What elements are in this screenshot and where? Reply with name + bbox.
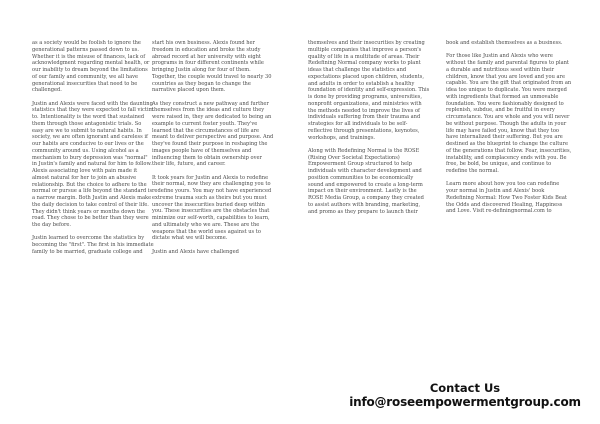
paragraph: Justin and Alexis were faced with the daunting statistics that they were expected to fall victim to. Intentionality is the word that sustained them through those antagonistic trials. So easy are we to submit to natural habits. In society, we are often ignorant and careless if our habits are conducive to our lives or the community around us. Using alcohol as a mechanism to bury depression was "normal" in Justin's family and natural for him to follow. Alexis associating love with pain made it almost natural for her to join an abusive relationship. But the choice to adhere to the normal or pursue a life beyond the standard is a narrow margin. Both Justin and Alexis make the daily decision to take control of their life. They didn't think years or months down the road. They chose to be better than they were the day before. <box>32 100 154 228</box>
text-column-3 <box>308 40 430 222</box>
right-page <box>300 0 600 424</box>
paragraph: Along with Redefining Normal is the ROSE (Rising Over Societal Expectations) Empowerment Group structured to help individuals with character development and position communities to be economically sound and empowered to create a long-term impact on their environment. Lastly is the ROSE Media Group, a company they created to assist authors with branding, marketing, and promo as they prepare to launch their <box>308 147 424 215</box>
paragraph: as a society would be foolish to ignore the generational patterns passed down to us. Whether it is the misuse of finances, lack of acknowledgment regarding mental health, or our inability to dream beyond the limitations of our family and community, we all have generational insecurities that need to be challenged. <box>32 40 150 94</box>
contact-email[interactable]: info@roseempowermentgroup.com <box>349 395 581 409</box>
paragraph: Justin and Alexis have challenged <box>152 248 239 255</box>
contact-block <box>330 381 600 410</box>
paragraph: For those like Justin and Alexis who were without the family and parental figures to plant a durable and nutritious seed within their children, know that you are loved and you are capable. You are the gift that originated from an idea too unique to duplicate. You were merged with ingredients that formed an unmovable foundation. You were fashionably designed to replenish, subdue, and be fruitful in every circumstance. You are whole and you will never be without purpose. Though the adults in your life may have failed you, know that they too have internalized their suffering. But you are destined as the blueprint to change the culture of the generations that follow. Fear, insecurities, instability, and complacency ends with you. Be free, be bold, be unique, and continue to redefine the normal. <box>446 53 572 174</box>
paragraph: book and establish themselves as a business. <box>446 40 563 46</box>
paragraph: Justin learned to overcome the statistics by becoming the "first". The first in his immediate family to be married, graduate college and <box>32 235 154 255</box>
paragraph: Learn more about how you too can redefine your normal in Justin and Alexis' book Redefining Normal: How Two Foster Kids Beat the Odds and discovered Healing, Happiness and Love. Visit re-definingnormal.com to <box>446 181 567 215</box>
text-column-1 <box>32 40 154 262</box>
paragraph: start his own business. Alexis found her freedom in education and broke the study abroad record at her university with eight programs in four different continents while bringing Justin along for four of them. Together, the couple would travel to nearly 30 countries as they began to change the narrative placed upon them. <box>152 40 272 94</box>
contact-heading: Contact Us <box>429 381 501 395</box>
text-column-4 <box>446 40 572 222</box>
paragraph: As they construct a new pathway and further themselves from the ideas and culture they were raised in, they are dedicated to being an example to current foster youth. They've learned that the circumstances of life are meant to deliver perspective and purpose. And they've found their purpose in reshaping the images people have of themselves and influencing them to obtain ownership over their life, future, and career. <box>152 100 274 168</box>
text-column-2 <box>152 40 274 262</box>
paragraph: themselves and their insecurities by creating multiple companies that improve a person's quality of life in a multitude of areas. Their Redefining Normal company works to plant ideas that challenge the statistics and expectations placed upon children, students, and adults in order to establish a healthy foundation of identity and self-expression. This is done by providing programs, universities, nonprofit organizations, and ministries with the methods needed to improve the lives of individuals suffering from their trauma and strategies for all individuals to be self-reflective through presentations, keynotes, workshops, and trainings. <box>308 40 430 141</box>
paragraph: It took years for Justin and Alexis to redefine their normal, now they are challenging you to redefine yours. You may not have experienced extreme trauma such as theirs but you must uncover the insecurities buried deep within you. These insecurities are the obstacles that minimize our self-worth, capabilities to learn, and ultimately who we are. These are the weapons that the world uses against us to dictate what we will become. <box>152 174 272 242</box>
